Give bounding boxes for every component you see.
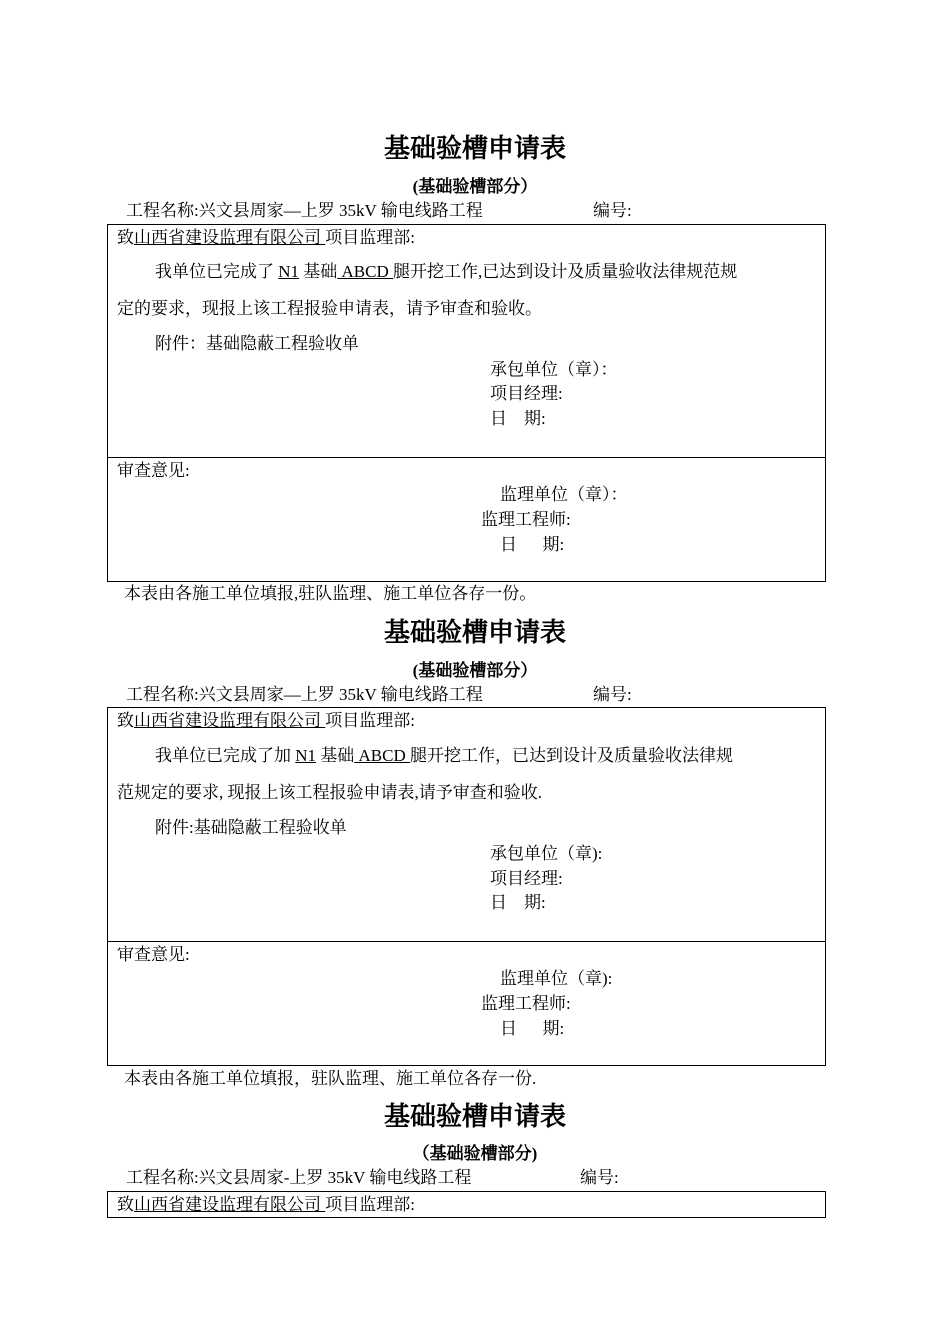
form2-body-line2: 范规定的要求, 现报上该工程报验申请表,请予审查和验收. <box>117 783 542 802</box>
form2-date2: 日 期: <box>500 1019 565 1038</box>
form1-body-line1: 我单位已完成了 N1 基础 ABCD 腿开挖工作,已达到设计及质量验收法律规范规 <box>155 262 738 281</box>
form2-body-line1: 我单位已完成了加 N1 基础 ABCD 腿开挖工作，已达到设计及质量验收法律规 <box>155 746 734 765</box>
form2-engineer: 监理工程师: <box>481 994 571 1013</box>
form1-attachment: 附件：基础隐蔽工程验收单 <box>155 334 359 353</box>
form3-subtitle: （基础验槽部分) <box>412 1144 538 1163</box>
form1-date2: 日 期: <box>500 535 565 554</box>
form1-application-section <box>108 225 825 457</box>
form1-tower-number: N1 <box>278 262 300 281</box>
form2-project-name: 工程名称:兴文县周家—上罗 35kV 输电线路工程 <box>126 685 483 704</box>
form2-application-section <box>108 708 825 941</box>
form2-contractor-seal: 承包单位（章): <box>490 844 603 863</box>
form2-title: 基础验槽申请表 <box>383 618 566 648</box>
form1-addressee: 致山西省建设监理有限公司 项目监理部: <box>117 228 415 247</box>
form2-date1: 日 期: <box>490 893 546 912</box>
form1-contractor-seal: 承包单位（章）： <box>490 360 618 379</box>
form1-review-label: 审查意见: <box>117 461 190 480</box>
form1-supervisor-unit: 监理单位（章）： <box>500 485 628 504</box>
form1-review-section <box>108 457 825 583</box>
form3-title: 基础验槽申请表 <box>383 1102 566 1132</box>
form2-table <box>107 707 826 1066</box>
form1-footer-note: 本表由各施工单位填报,驻队监理、施工单位各存一份。 <box>124 584 537 603</box>
form1-project-name: 工程名称:兴文县周家—上罗 35kV 输电线路工程 <box>126 201 483 220</box>
form1-engineer: 监理工程师: <box>481 510 571 529</box>
form1-body-line2: 定的要求，现报上该工程报验申请表，请予审查和验收。 <box>117 299 542 318</box>
form2-subtitle: (基础验槽部分） <box>412 661 538 680</box>
form2-attachment: 附件:基础隐蔽工程验收单 <box>155 818 347 837</box>
form2-leg-ids: ABCD <box>354 746 411 765</box>
form1-code-label: 编号: <box>593 201 632 220</box>
form2-supervisor-unit: 监理单位（章): <box>500 969 613 988</box>
form1-date1: 日 期: <box>490 409 546 428</box>
form3-supervisor-company: 山西省建设监理有限公司 <box>134 1195 326 1214</box>
form3-addressee: 致山西省建设监理有限公司 项目监理部: <box>117 1195 415 1214</box>
form1-subtitle: (基础验槽部分） <box>412 177 538 196</box>
form2-project-manager: 项目经理: <box>490 869 563 888</box>
form1-leg-ids: ABCD <box>337 262 394 281</box>
form2-tower-number: N1 <box>295 746 317 765</box>
form1-project-manager: 项目经理: <box>490 384 563 403</box>
form1-title: 基础验槽申请表 <box>383 134 566 164</box>
form2-code-label: 编号: <box>593 685 632 704</box>
form2-supervisor-company: 山西省建设监理有限公司 <box>134 711 326 730</box>
form2-review-section <box>108 941 825 1067</box>
form2-review-label: 审查意见: <box>117 945 190 964</box>
form1-supervisor-company: 山西省建设监理有限公司 <box>134 228 326 247</box>
form3-code-label: 编号: <box>580 1168 619 1187</box>
form2-footer-note: 本表由各施工单位填报，驻队监理、施工单位各存一份. <box>124 1069 537 1088</box>
form1-table <box>107 224 826 582</box>
form2-addressee: 致山西省建设监理有限公司 项目监理部: <box>117 711 415 730</box>
form3-project-name: 工程名称:兴文县周家-上罗 35kV 输电线路工程 <box>126 1168 472 1187</box>
form3-table <box>107 1191 826 1218</box>
